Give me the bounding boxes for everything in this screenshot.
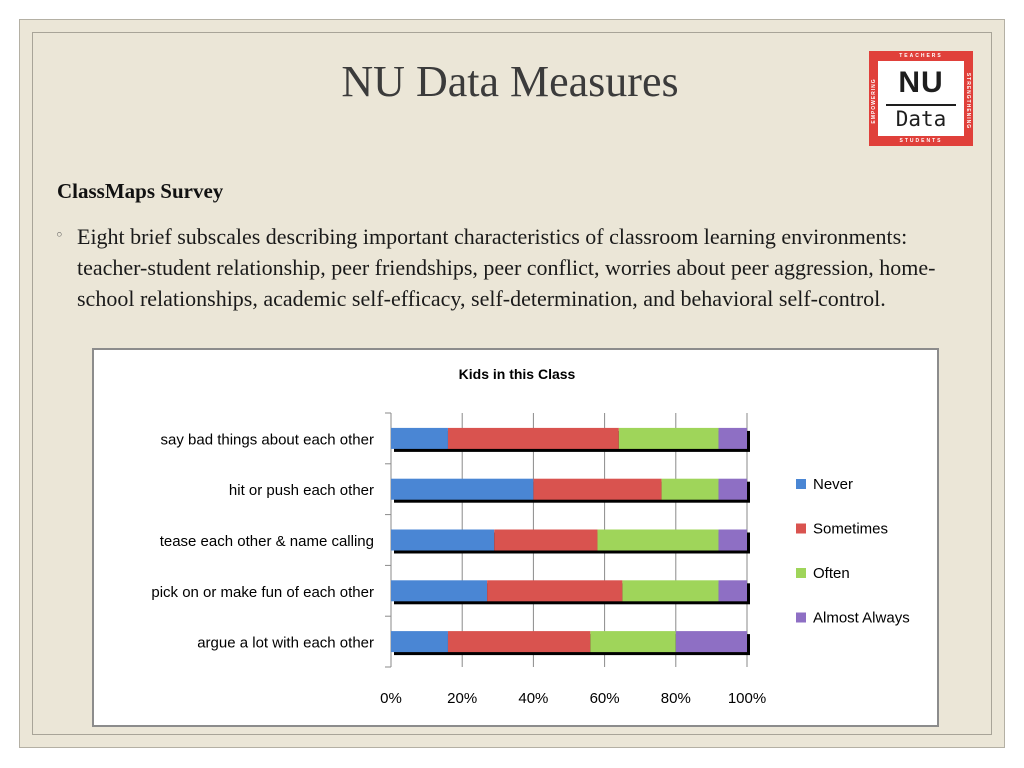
x-tick-label: 0%	[380, 690, 402, 707]
bar-segment	[719, 580, 747, 601]
bar-segment	[719, 530, 747, 551]
slide-title: NU Data Measures	[341, 57, 679, 106]
bullet-marker: ◦	[55, 226, 64, 244]
legend-swatch	[796, 568, 806, 578]
bullet-text: Eight brief subscales describing important characteristics of classroom learning environments: teacher-student relationship, peer friendships, peer conflict, worries about peer aggression, home-school relationships, academic self-efficacy, self-determination, and behavioral self-control.	[77, 224, 936, 311]
legend-swatch	[796, 613, 806, 623]
logo-left-text: EMPOWERING	[871, 78, 877, 124]
logo-main-text: NU	[898, 66, 944, 99]
bar-segment	[590, 631, 675, 652]
bar-segment	[391, 479, 533, 500]
bar-segment	[391, 428, 448, 449]
bar-segment	[719, 428, 747, 449]
legend-label: Sometimes	[813, 520, 889, 538]
stacked-bar-chart	[94, 350, 937, 725]
bar-segment	[662, 479, 719, 500]
bar-segment	[622, 580, 718, 601]
nu-data-logo	[869, 51, 973, 146]
legend-label: Often	[813, 565, 850, 582]
legend-label: Never	[813, 476, 854, 493]
legend-swatch	[796, 524, 806, 534]
x-tick-label: 20%	[447, 690, 478, 707]
bar-segment	[448, 428, 619, 449]
category-label: say bad things about each other	[160, 431, 374, 449]
bar-segment	[391, 631, 448, 652]
logo-sub-text: Data	[886, 104, 956, 131]
bar-segment	[487, 580, 622, 601]
x-tick-label: 60%	[589, 690, 620, 707]
bar-segment	[676, 631, 747, 652]
bar-segment	[494, 530, 597, 551]
bar-segment	[597, 530, 718, 551]
legend-swatch	[796, 479, 806, 489]
category-label: pick on or make fun of each other	[151, 583, 374, 601]
legend-label: Almost Always	[813, 609, 910, 627]
logo-inner	[878, 61, 964, 136]
bar-segment	[391, 530, 494, 551]
bar-segment	[619, 428, 719, 449]
bar-segment	[391, 580, 487, 601]
x-tick-label: 40%	[518, 690, 549, 707]
x-tick-label: 100%	[727, 690, 767, 707]
logo-right-text: STRENGTHENING	[965, 72, 971, 130]
category-label: argue a lot with each other	[197, 634, 374, 652]
bar-segment	[448, 631, 590, 652]
subheading: ClassMaps Survey	[57, 179, 224, 203]
category-label: tease each other & name calling	[159, 533, 374, 550]
bar-segment	[719, 479, 747, 500]
category-label: hit or push each other	[228, 482, 374, 500]
bar-segment	[533, 479, 661, 500]
logo-bottom-text: STUDENTS	[899, 138, 943, 144]
logo-top-text: TEACHERS	[899, 53, 943, 59]
chart-container	[92, 348, 939, 727]
x-tick-label: 80%	[660, 690, 691, 707]
chart-title: Kids in this Class	[458, 366, 576, 382]
